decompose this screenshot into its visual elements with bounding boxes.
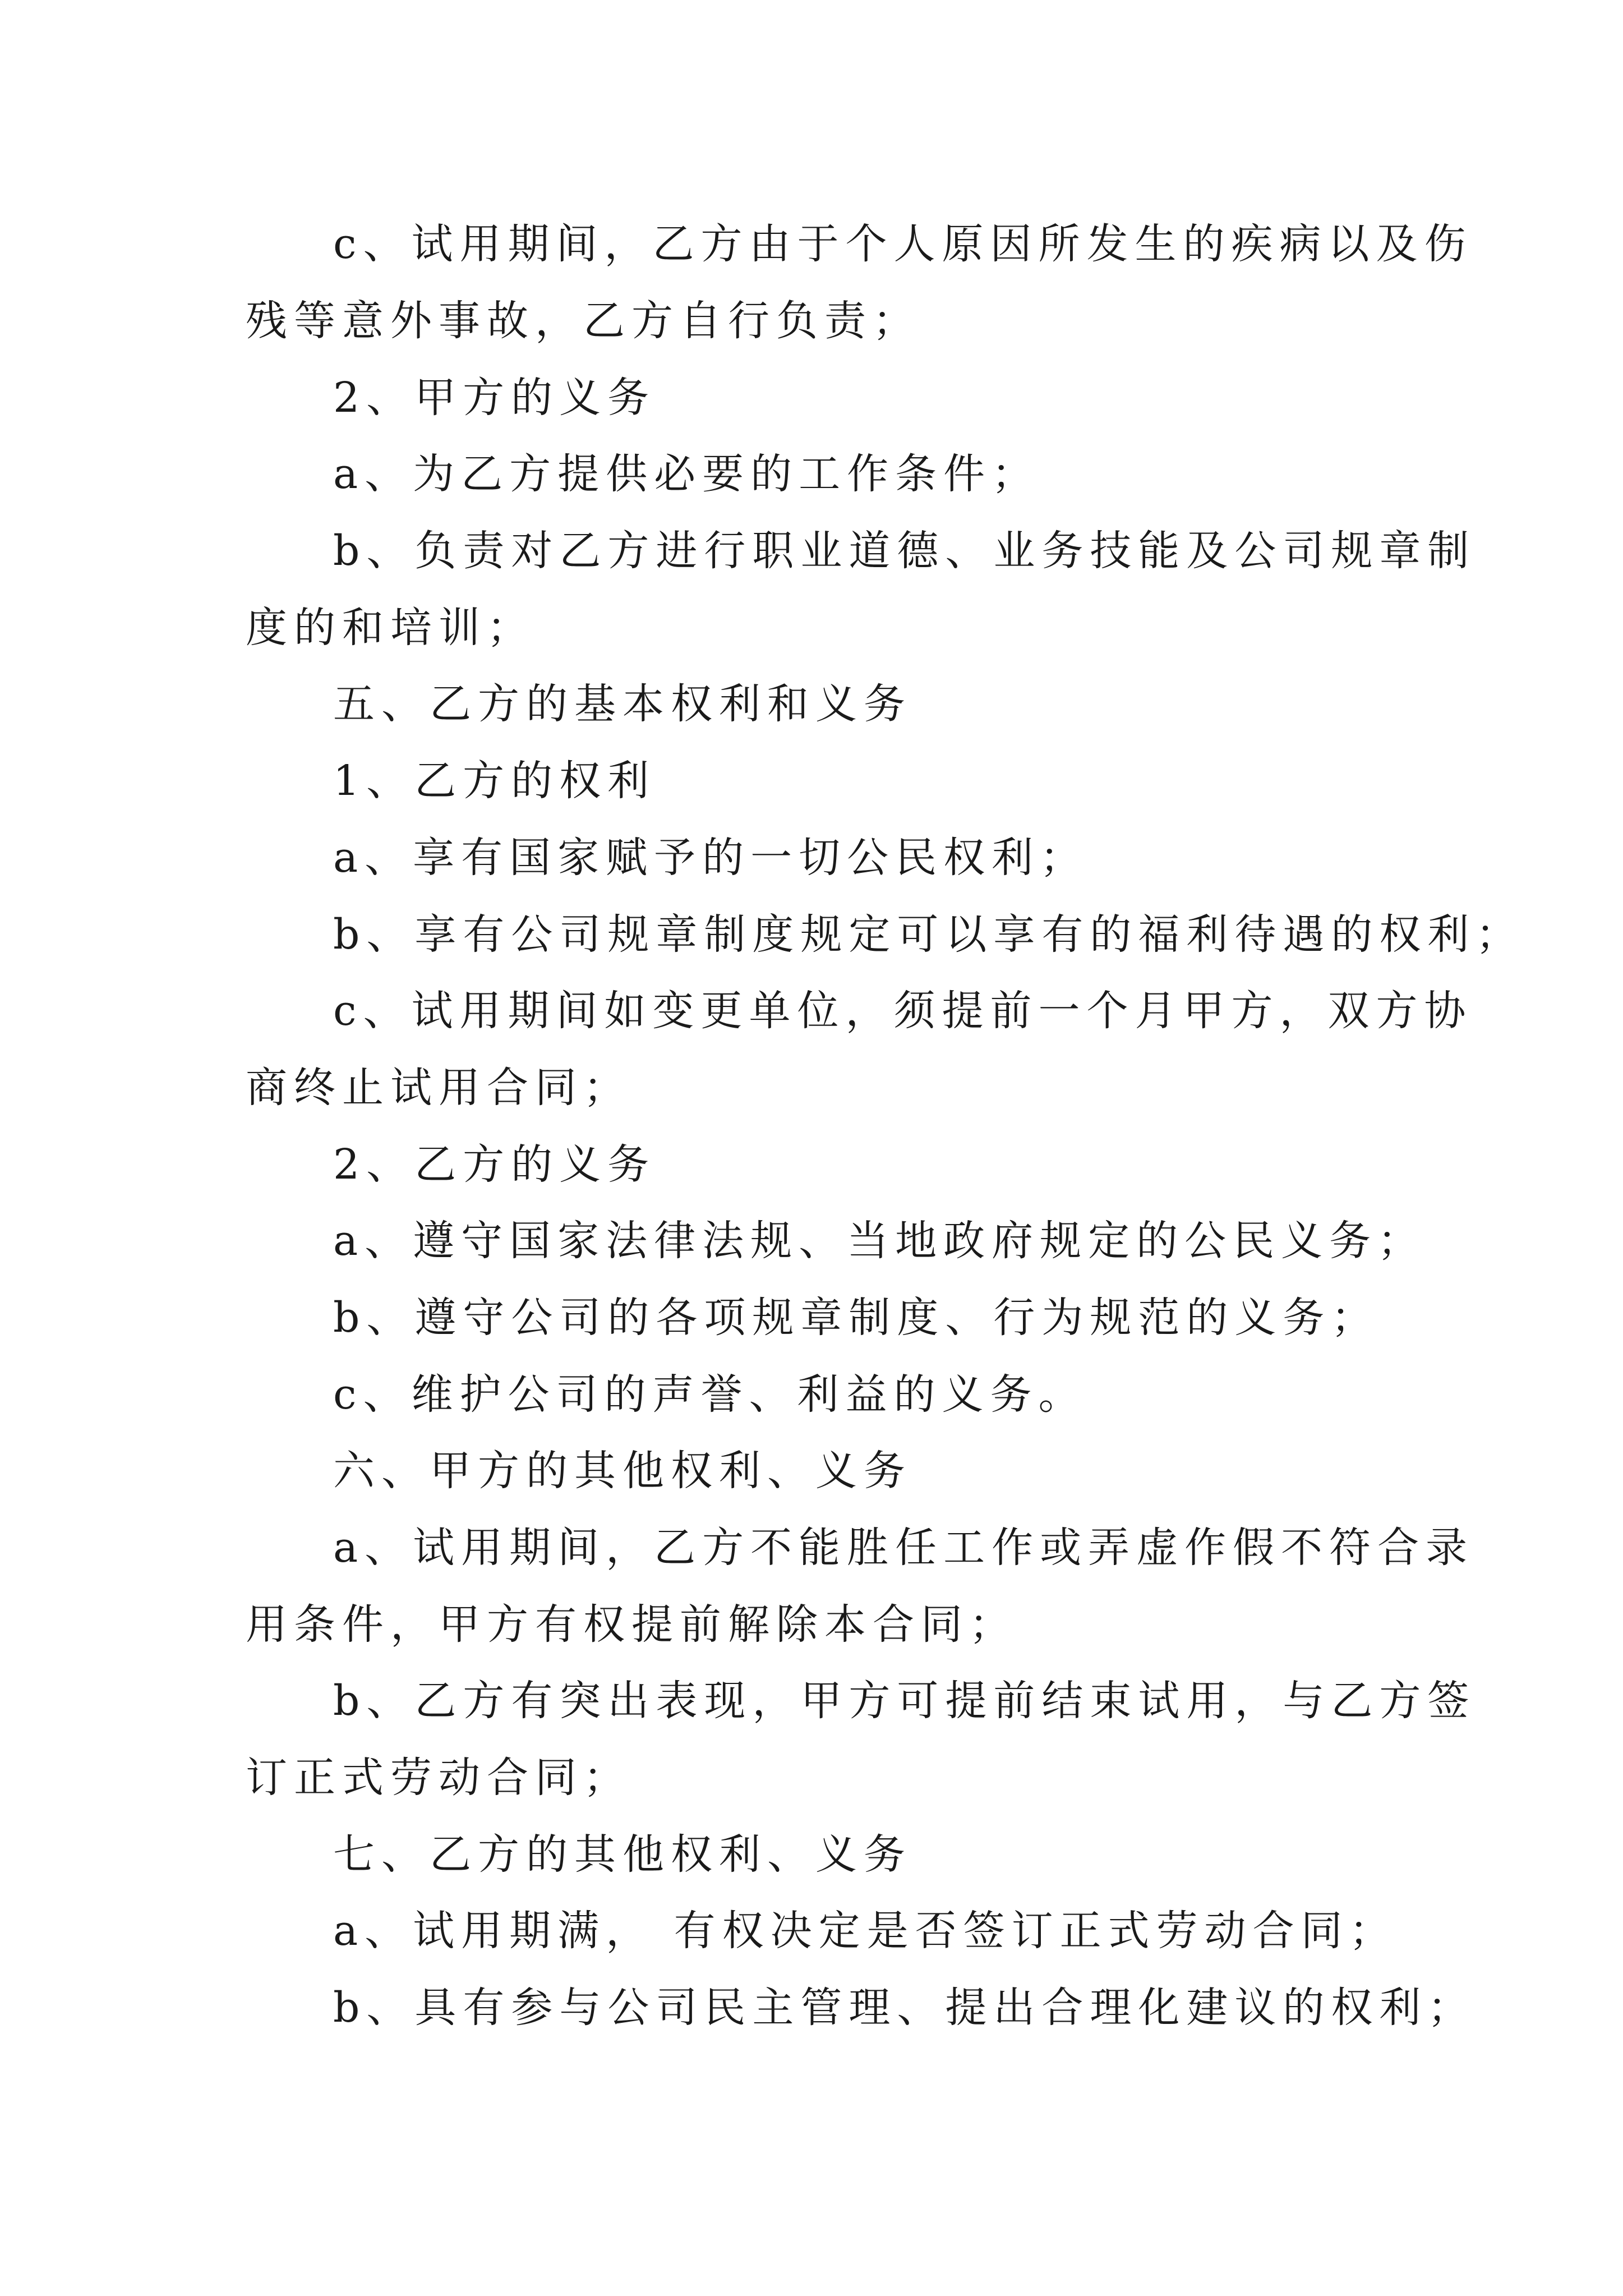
section-heading: 六、甲方的其他权利、义务	[333, 1447, 912, 1495]
section-subheading: 2、甲方的义务	[333, 374, 656, 422]
paragraph-line: 用条件，甲方有权提前解除本合同；	[246, 1600, 1017, 1649]
paragraph-line: 商终止试用合同；	[246, 1064, 631, 1112]
section-heading: 五、乙方的基本权利和义务	[333, 680, 912, 728]
section-subheading: 1、乙方的权利	[333, 757, 656, 805]
paragraph-line: b、负责对乙方进行职业道德、业务技能及公司规章制	[333, 527, 1476, 575]
paragraph-line: 订正式劳动合同；	[246, 1754, 631, 1802]
section-subheading: 2、乙方的义务	[333, 1140, 656, 1189]
paragraph-line: b、具有参与公司民主管理、提出合理化建议的权利；	[333, 1984, 1476, 2032]
paragraph-line: 度的和培训；	[246, 604, 535, 652]
section-heading: 七、乙方的其他权利、义务	[333, 1830, 912, 1879]
paragraph-line: c、试用期间如变更单位，须提前一个月甲方，双方协	[333, 987, 1473, 1035]
paragraph-line: b、乙方有突出表现，甲方可提前结束试用，与乙方签	[333, 1677, 1476, 1725]
paragraph-line: c、维护公司的声誉、利益的义务。	[333, 1370, 1087, 1419]
paragraph-line: a、试用期满， 有权决定是否签订正式劳动合同；	[333, 1907, 1398, 1955]
paragraph-line: a、试用期间，乙方不能胜任工作或弄虚作假不符合录	[333, 1524, 1474, 1572]
paragraph-line: b、遵守公司的各项规章制度、行为规范的义务；	[333, 1294, 1380, 1342]
paragraph-line: a、遵守国家法律法规、当地政府规定的公民义务；	[333, 1217, 1426, 1265]
paragraph-line: a、享有国家赋予的一切公民权利；	[333, 834, 1089, 882]
paragraph-line: b、享有公司规章制度规定可以享有的福利待遇的权利；	[333, 910, 1524, 959]
paragraph-line: a、为乙方提供必要的工作条件；	[333, 450, 1040, 498]
paragraph-line: 残等意外事故，乙方自行负责；	[246, 297, 921, 345]
paragraph-line: c、试用期间，乙方由于个人原因所发生的疾病以及伤	[333, 220, 1473, 268]
